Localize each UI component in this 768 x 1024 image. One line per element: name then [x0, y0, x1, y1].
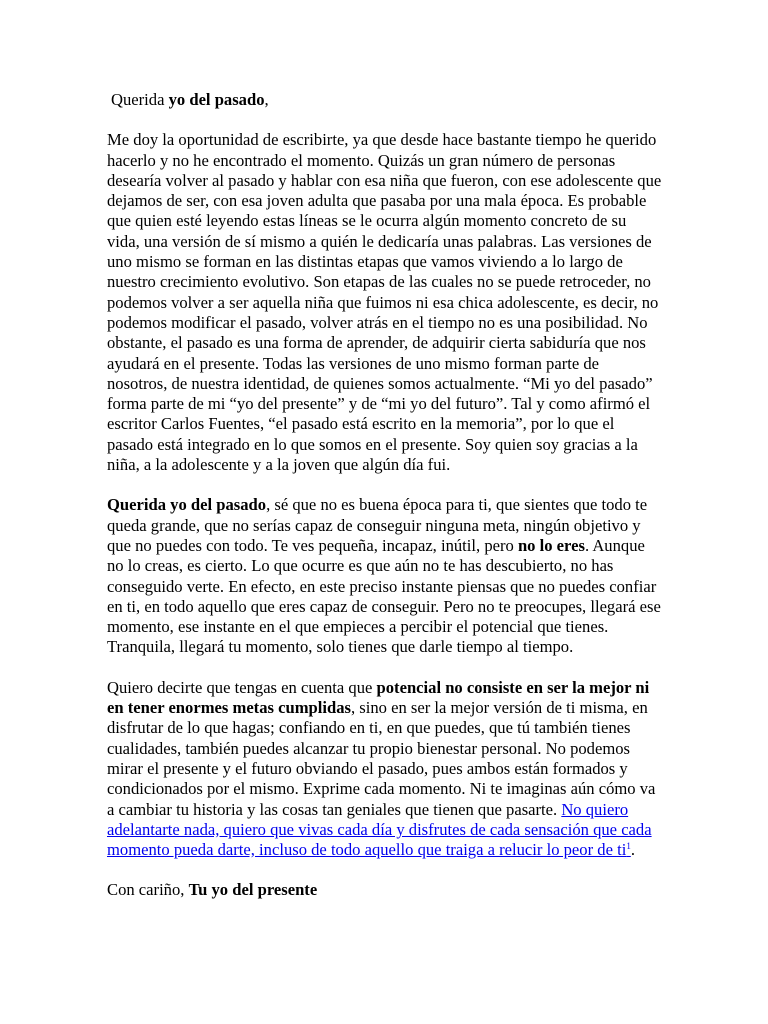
paragraph-1: Me doy la oportunidad de escribirte, ya que desde hace bastante tiempo he querido hacerlo y no he encontrado el momento. Quizás un gran número de personas desearía volver al pasado y hablar con esa niña que fueron, con ese adolescente que dejamos de ser, con esa joven adulta que pasaba por una mala época. Es probable que quien esté leyendo estas líneas se le ocurra algún momento concreto de su vida, una versión de sí mismo a quién le dedicaría unas palabras. Las versiones de uno mismo se forman en las distintas etapas que vamos viviendo a lo largo de nuestro crecimiento evolutivo. Son etapas de las cuales no se puede retroceder, no podemos volver a ser aquella niña que fuimos ni esa chica adolescente, es decir, no podemos modificar el pasado, volver atrás en el tiempo no es una posibilidad. No obstante, el pasado es una forma de aprender, de adquirir cierta sabiduría que nos ayudará en el presente. Todas las versiones de uno mismo forman parte de nosotros, de nuestra identidad, de quienes somos actualmente. “Mi yo del pasado” forma parte de mi “yo del presente” y de “mi yo del futuro”. Tal y como afirmó el escritor Carlos Fuentes, “el pasado está escrito en la memoria”, por lo que el pasado está integrado en lo que somos en el presente. Soy quien soy gracias a la niña, a la adolescente y a la joven que algún día fui. — [107, 130, 662, 475]
salutation-comma: , — [264, 90, 269, 109]
paragraph-3 — [107, 678, 663, 861]
paragraph-3-bold: potencial no consiste en ser la mejor ni en tener enormes metas cumplidas — [107, 677, 650, 718]
footnote-reference: 1 — [626, 841, 631, 852]
salutation-prefix: Querida — [111, 90, 169, 109]
paragraph-3-end: . — [630, 840, 635, 860]
footnote-link-text: No quiero adelantarte nada, quiero que vivas cada día y disfrutes de cada sensación que cada momento pueda darte, incluso de todo aquello que traiga a relucir lo peor de ti — [107, 799, 652, 860]
paragraph-2-text-1: , sé que no es buena época para ti, que sientes que todo te queda grande, que no serías capaz de conseguir ninguna meta, ningún objetivo y que no puedes con todo. Te ves pequeña, incapaz, inútil, pero — [107, 495, 648, 555]
paragraph-2-bold-start: Querida yo del pasado — [107, 495, 267, 515]
letter-page — [107, 90, 663, 921]
salutation — [107, 90, 663, 110]
paragraph-2 — [107, 495, 663, 657]
closing-prefix: Con cariño, — [107, 880, 189, 900]
salutation-name: yo del pasado — [168, 90, 265, 109]
closing-signature: Tu yo del presente — [188, 880, 318, 900]
paragraph-2-text-2: . Aunque no lo creas, es cierto. Lo que ocurre es que aún no te has descubierto, no has conseguido verte. En efecto, en este preciso instante piensas que no puedes confiar en ti, en todo aquello que eres capaz de conseguir. Pero no te preocupes, llegará ese momento, ese instante en el que empieces a percibir el potencial que tienes. Tranquila, llegará tu momento, solo tienes que darle tiempo al tiempo. — [107, 535, 661, 657]
paragraph-3-text-2: , sino en ser la mejor versión de ti misma, en disfrutar de lo que hagas; confiando en ti, en que puedes, que tú también tienes cualidades, también puedes alcanzar tu propio bienestar personal. No podemos mirar el presente y el futuro obviando el pasado, pues ambos están formados y condicionados por el mismo. Exprime cada momento. Ni te imaginas aún cómo va a cambiar tu historia y las cosas tan geniales que tienen que pasarte. — [107, 698, 656, 819]
paragraph-3-text-1: Quiero decirte que tengas en cuenta que — [107, 677, 377, 697]
closing — [107, 880, 663, 900]
paragraph-2-bold-mid: no lo eres — [517, 535, 585, 555]
